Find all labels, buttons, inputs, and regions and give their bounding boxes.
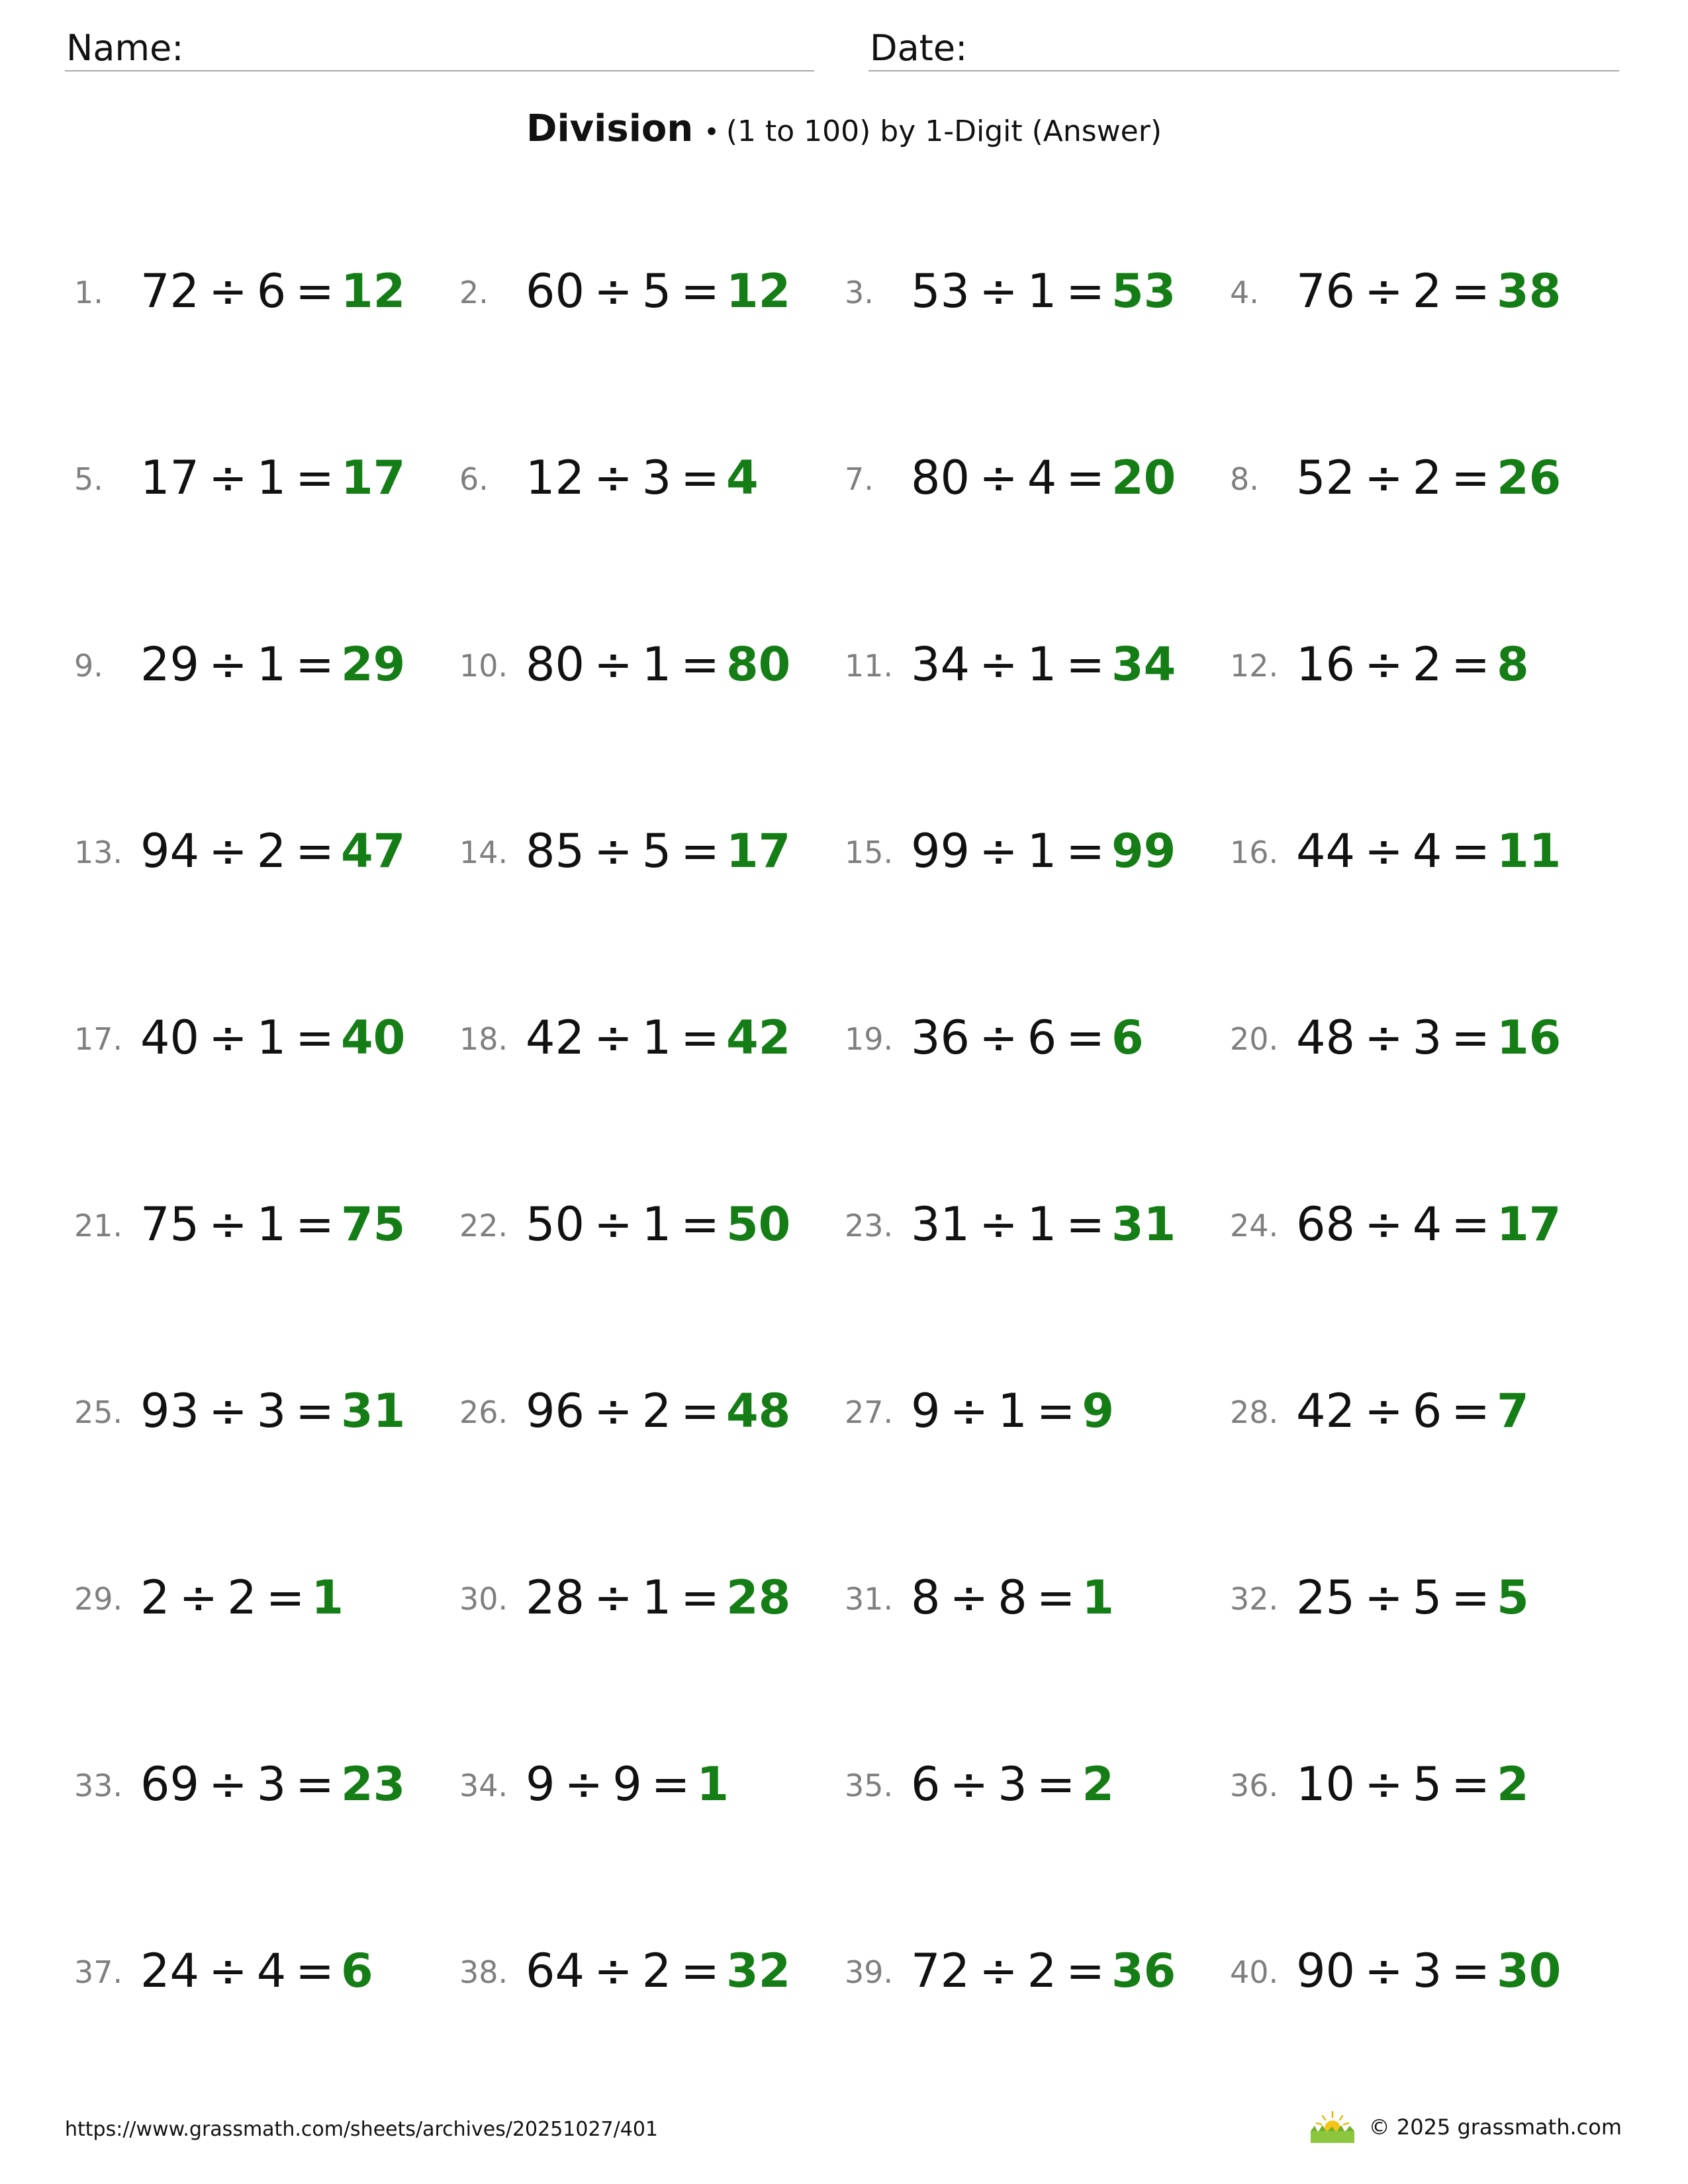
dividend: 36 xyxy=(911,1011,970,1065)
answer: 40 xyxy=(340,1011,406,1065)
dividend: 75 xyxy=(140,1197,200,1251)
problem-number: 16. xyxy=(1230,835,1279,870)
problem-equation xyxy=(526,1944,790,1998)
answer: 36 xyxy=(1111,1944,1176,1998)
equals-sign: = xyxy=(295,1197,334,1251)
problem-equation xyxy=(140,1011,405,1065)
equals-sign: = xyxy=(680,824,720,878)
answer: 1 xyxy=(311,1570,344,1625)
answer: 32 xyxy=(726,1944,791,1998)
dividend: 12 xyxy=(526,451,585,505)
dividend: 31 xyxy=(911,1197,970,1251)
problem-number: 25. xyxy=(74,1394,123,1430)
problem-number: 27. xyxy=(845,1394,894,1430)
problem-number: 36. xyxy=(1230,1768,1279,1803)
answer: 6 xyxy=(1111,1011,1144,1065)
problem-number: 34. xyxy=(459,1768,508,1803)
divide-sign: ÷ xyxy=(979,1197,1018,1251)
answer: 4 xyxy=(726,451,759,505)
dividend: 10 xyxy=(1296,1757,1356,1811)
equals-sign: = xyxy=(1451,1011,1490,1065)
problem-equation xyxy=(140,824,405,878)
divisor: 1 xyxy=(998,1384,1027,1438)
equals-sign: = xyxy=(295,824,334,878)
divide-sign: ÷ xyxy=(209,1197,248,1251)
dividend: 42 xyxy=(1296,1384,1356,1438)
dividend: 52 xyxy=(1296,451,1356,505)
divide-sign: ÷ xyxy=(979,1944,1018,1998)
answer: 20 xyxy=(1111,451,1176,505)
divide-sign: ÷ xyxy=(949,1384,989,1438)
problem-number: 12. xyxy=(1230,648,1279,684)
problem-number: 1. xyxy=(74,275,103,310)
divisor: 2 xyxy=(1412,637,1442,692)
problem-number: 37. xyxy=(74,1954,123,1990)
equals-sign: = xyxy=(680,1011,720,1065)
equals-sign: = xyxy=(295,1757,334,1811)
dividend: 44 xyxy=(1296,824,1356,878)
divide-sign: ÷ xyxy=(209,1384,248,1438)
equals-sign: = xyxy=(1066,451,1105,505)
answer: 11 xyxy=(1496,824,1562,878)
answer: 23 xyxy=(340,1757,406,1811)
answer: 2 xyxy=(1496,1757,1529,1811)
problem-equation xyxy=(526,1011,790,1065)
dividend: 85 xyxy=(526,824,585,878)
answer: 17 xyxy=(726,824,791,878)
answer: 38 xyxy=(1496,264,1562,318)
problem-number: 2. xyxy=(459,275,489,310)
problem-equation xyxy=(526,637,790,692)
divide-sign: ÷ xyxy=(209,264,248,318)
answer: 99 xyxy=(1111,824,1176,878)
equals-sign: = xyxy=(1451,451,1490,505)
copyright-text: © 2025 grassmath.com xyxy=(1368,2115,1622,2140)
divisor: 6 xyxy=(1027,1011,1057,1065)
divisor: 5 xyxy=(1412,1570,1442,1625)
divide-sign: ÷ xyxy=(1364,1384,1403,1438)
problem-number: 20. xyxy=(1230,1021,1279,1057)
problem-number: 33. xyxy=(74,1768,123,1803)
equals-sign: = xyxy=(1066,1197,1105,1251)
divisor: 2 xyxy=(641,1944,672,1998)
divisor: 2 xyxy=(641,1384,672,1438)
answer: 80 xyxy=(726,637,791,692)
equals-sign: = xyxy=(295,637,334,692)
problem-equation xyxy=(1296,264,1561,318)
dividend: 72 xyxy=(140,264,200,318)
answer: 6 xyxy=(340,1944,373,1998)
divide-sign: ÷ xyxy=(209,1011,248,1065)
divisor: 2 xyxy=(1412,264,1442,318)
divisor: 9 xyxy=(612,1757,642,1811)
problem-equation xyxy=(526,1757,729,1811)
divide-sign: ÷ xyxy=(594,264,633,318)
problem-number: 3. xyxy=(845,275,874,310)
dividend: 60 xyxy=(526,264,585,318)
problem-number: 26. xyxy=(459,1394,508,1430)
divide-sign: ÷ xyxy=(564,1757,604,1811)
dividend: 53 xyxy=(911,264,970,318)
equals-sign: = xyxy=(1036,1757,1076,1811)
divide-sign: ÷ xyxy=(179,1570,218,1625)
divisor: 4 xyxy=(1412,824,1442,878)
divide-sign: ÷ xyxy=(1364,1011,1403,1065)
problem-equation xyxy=(1296,1570,1529,1625)
dividend: 64 xyxy=(526,1944,585,1998)
divide-sign: ÷ xyxy=(594,1944,633,1998)
answer: 12 xyxy=(340,264,406,318)
dividend: 68 xyxy=(1296,1197,1356,1251)
sun-grass-logo-icon xyxy=(1308,2110,1357,2144)
divisor: 3 xyxy=(1412,1011,1442,1065)
dividend: 2 xyxy=(140,1570,170,1625)
divide-sign: ÷ xyxy=(1364,264,1403,318)
divide-sign: ÷ xyxy=(1364,1757,1403,1811)
problem-equation xyxy=(911,1757,1114,1811)
divide-sign: ÷ xyxy=(209,637,248,692)
divide-sign: ÷ xyxy=(209,1944,248,1998)
answer: 17 xyxy=(340,451,406,505)
problem-equation xyxy=(911,451,1176,505)
divide-sign: ÷ xyxy=(1364,824,1403,878)
problem-number: 30. xyxy=(459,1581,508,1617)
problem-equation xyxy=(1296,451,1561,505)
dividend: 8 xyxy=(911,1570,941,1625)
equals-sign: = xyxy=(680,1944,720,1998)
divisor: 1 xyxy=(256,637,287,692)
divisor: 2 xyxy=(1412,451,1442,505)
equals-sign: = xyxy=(1066,824,1105,878)
answer: 12 xyxy=(726,264,791,318)
divide-sign: ÷ xyxy=(594,824,633,878)
problem-number: 19. xyxy=(845,1021,894,1057)
problem-equation xyxy=(911,637,1176,692)
divide-sign: ÷ xyxy=(1364,1197,1403,1251)
problem-equation xyxy=(526,1197,790,1251)
name-label: Name: xyxy=(66,27,184,69)
title-subtitle: (1 to 100) by 1-Digit (Answer) xyxy=(726,114,1162,148)
answer: 16 xyxy=(1496,1011,1562,1065)
equals-sign: = xyxy=(295,264,334,318)
dividend: 80 xyxy=(911,451,970,505)
answer: 34 xyxy=(1111,637,1176,692)
divisor: 1 xyxy=(641,637,672,692)
problem-number: 4. xyxy=(1230,275,1259,310)
answer: 47 xyxy=(340,824,406,878)
dividend: 80 xyxy=(526,637,585,692)
worksheet-title xyxy=(0,106,1688,156)
divisor: 8 xyxy=(998,1570,1027,1625)
equals-sign: = xyxy=(295,451,334,505)
divisor: 1 xyxy=(1027,824,1057,878)
divide-sign: ÷ xyxy=(594,1011,633,1065)
problem-equation xyxy=(526,1384,790,1438)
equals-sign: = xyxy=(1451,1197,1490,1251)
divisor: 6 xyxy=(1412,1384,1442,1438)
divisor: 1 xyxy=(641,1011,672,1065)
divisor: 4 xyxy=(1027,451,1057,505)
problem-equation xyxy=(1296,1011,1561,1065)
problem-equation xyxy=(911,1570,1114,1625)
answer: 1 xyxy=(696,1757,729,1811)
problem-equation xyxy=(1296,824,1561,878)
equals-sign: = xyxy=(680,1570,720,1625)
problem-equation xyxy=(140,451,405,505)
divisor: 1 xyxy=(1027,264,1057,318)
problem-number: 28. xyxy=(1230,1394,1279,1430)
problem-equation xyxy=(526,1570,790,1625)
problem-equation xyxy=(1296,1757,1529,1811)
equals-sign: = xyxy=(1451,637,1490,692)
answer: 42 xyxy=(726,1011,791,1065)
dividend: 40 xyxy=(140,1011,200,1065)
answer: 29 xyxy=(340,637,406,692)
problem-equation xyxy=(140,1384,405,1438)
problem-number: 21. xyxy=(74,1208,123,1244)
dividend: 76 xyxy=(1296,264,1356,318)
problem-number: 13. xyxy=(74,835,123,870)
divisor: 2 xyxy=(227,1570,257,1625)
divide-sign: ÷ xyxy=(979,1011,1018,1065)
problem-equation xyxy=(1296,1384,1529,1438)
answer: 75 xyxy=(340,1197,406,1251)
problem-number: 6. xyxy=(459,461,489,497)
dividend: 94 xyxy=(140,824,200,878)
divisor: 1 xyxy=(641,1197,672,1251)
dividend: 90 xyxy=(1296,1944,1356,1998)
title-main: Division xyxy=(526,107,694,150)
divide-sign: ÷ xyxy=(979,264,1018,318)
equals-sign: = xyxy=(1066,1944,1105,1998)
divisor: 5 xyxy=(641,264,672,318)
problem-number: 9. xyxy=(74,648,103,684)
divisor: 2 xyxy=(1027,1944,1057,1998)
equals-sign: = xyxy=(1066,637,1105,692)
equals-sign: = xyxy=(1066,1011,1105,1065)
equals-sign: = xyxy=(1066,264,1105,318)
problem-number: 8. xyxy=(1230,461,1259,497)
problem-number: 5. xyxy=(74,461,103,497)
divide-sign: ÷ xyxy=(594,451,633,505)
dividend: 28 xyxy=(526,1570,585,1625)
equals-sign: = xyxy=(680,451,720,505)
divisor: 1 xyxy=(256,1197,287,1251)
dividend: 34 xyxy=(911,637,970,692)
equals-sign: = xyxy=(1451,1384,1490,1438)
problem-equation xyxy=(140,637,405,692)
problem-equation xyxy=(911,1944,1176,1998)
answer: 31 xyxy=(1111,1197,1176,1251)
divide-sign: ÷ xyxy=(949,1757,989,1811)
problem-equation xyxy=(911,264,1176,318)
divisor: 4 xyxy=(256,1944,287,1998)
date-field[interactable] xyxy=(868,26,1619,71)
problem-equation xyxy=(1296,637,1529,692)
problem-number: 15. xyxy=(845,835,894,870)
dividend: 29 xyxy=(140,637,200,692)
equals-sign: = xyxy=(1451,824,1490,878)
problem-number: 29. xyxy=(74,1581,123,1617)
equals-sign: = xyxy=(1036,1384,1076,1438)
problem-number: 35. xyxy=(845,1768,894,1803)
problem-number: 40. xyxy=(1230,1954,1279,1990)
problem-number: 39. xyxy=(845,1954,894,1990)
equals-sign: = xyxy=(1451,1944,1490,1998)
date-label: Date: xyxy=(870,27,968,69)
divisor: 3 xyxy=(1412,1944,1442,1998)
dividend: 17 xyxy=(140,451,200,505)
answer: 53 xyxy=(1111,264,1176,318)
divide-sign: ÷ xyxy=(1364,1944,1403,1998)
dividend: 69 xyxy=(140,1757,200,1811)
divisor: 6 xyxy=(256,264,287,318)
dividend: 72 xyxy=(911,1944,970,1998)
divisor: 1 xyxy=(256,451,287,505)
divide-sign: ÷ xyxy=(594,1197,633,1251)
answer: 28 xyxy=(726,1570,791,1625)
problem-equation xyxy=(911,1011,1144,1065)
problem-equation xyxy=(526,451,759,505)
problem-number: 18. xyxy=(459,1021,508,1057)
equals-sign: = xyxy=(680,1197,720,1251)
answer: 30 xyxy=(1496,1944,1562,1998)
problem-number: 23. xyxy=(845,1208,894,1244)
divide-sign: ÷ xyxy=(949,1570,989,1625)
divisor: 3 xyxy=(641,451,672,505)
problem-equation xyxy=(911,1197,1176,1251)
equals-sign: = xyxy=(680,637,720,692)
dividend: 99 xyxy=(911,824,970,878)
divide-sign: ÷ xyxy=(1364,637,1403,692)
divide-sign: ÷ xyxy=(594,1570,633,1625)
equals-sign: = xyxy=(295,1011,334,1065)
answer: 1 xyxy=(1082,1570,1115,1625)
problem-number: 17. xyxy=(74,1021,123,1057)
footer-url: https://www.grassmath.com/sheets/archives/20251027/401 xyxy=(65,2118,659,2141)
divide-sign: ÷ xyxy=(979,637,1018,692)
equals-sign: = xyxy=(680,264,720,318)
divisor: 1 xyxy=(1027,637,1057,692)
equals-sign: = xyxy=(265,1570,305,1625)
answer: 48 xyxy=(726,1384,791,1438)
answer: 7 xyxy=(1496,1384,1529,1438)
answer: 31 xyxy=(340,1384,406,1438)
name-field[interactable] xyxy=(65,26,814,71)
answer: 17 xyxy=(1496,1197,1562,1251)
problem-equation xyxy=(140,1570,344,1625)
title-separator: • xyxy=(704,117,720,148)
divisor: 1 xyxy=(1027,1197,1057,1251)
divisor: 3 xyxy=(256,1384,287,1438)
problem-number: 22. xyxy=(459,1208,508,1244)
answer: 2 xyxy=(1082,1757,1115,1811)
divide-sign: ÷ xyxy=(1364,451,1403,505)
dividend: 24 xyxy=(140,1944,200,1998)
problem-equation xyxy=(140,1757,405,1811)
equals-sign: = xyxy=(295,1384,334,1438)
divisor: 1 xyxy=(641,1570,672,1625)
divisor: 3 xyxy=(256,1757,287,1811)
divisor: 5 xyxy=(641,824,672,878)
dividend: 42 xyxy=(526,1011,585,1065)
divisor: 5 xyxy=(1412,1757,1442,1811)
divide-sign: ÷ xyxy=(979,824,1018,878)
dividend: 6 xyxy=(911,1757,941,1811)
divide-sign: ÷ xyxy=(209,451,248,505)
answer: 9 xyxy=(1082,1384,1115,1438)
problem-number: 31. xyxy=(845,1581,894,1617)
divide-sign: ÷ xyxy=(209,824,248,878)
problem-equation xyxy=(911,1384,1114,1438)
answer: 26 xyxy=(1496,451,1562,505)
divide-sign: ÷ xyxy=(209,1757,248,1811)
problem-equation xyxy=(140,1944,373,1998)
dividend: 9 xyxy=(526,1757,555,1811)
divide-sign: ÷ xyxy=(1364,1570,1403,1625)
problem-equation xyxy=(1296,1944,1561,1998)
footer-brand xyxy=(1308,2109,1622,2146)
problem-number: 32. xyxy=(1230,1581,1279,1617)
problem-equation xyxy=(911,824,1176,878)
divide-sign: ÷ xyxy=(594,637,633,692)
equals-sign: = xyxy=(1451,1757,1490,1811)
equals-sign: = xyxy=(1451,1570,1490,1625)
problem-equation xyxy=(140,1197,405,1251)
equals-sign: = xyxy=(1451,264,1490,318)
dividend: 96 xyxy=(526,1384,585,1438)
equals-sign: = xyxy=(295,1944,334,1998)
equals-sign: = xyxy=(1036,1570,1076,1625)
answer: 5 xyxy=(1496,1570,1529,1625)
divide-sign: ÷ xyxy=(594,1384,633,1438)
divisor: 1 xyxy=(256,1011,287,1065)
problem-equation xyxy=(1296,1197,1561,1251)
divisor: 2 xyxy=(256,824,287,878)
divide-sign: ÷ xyxy=(979,451,1018,505)
problem-number: 38. xyxy=(459,1954,508,1990)
dividend: 48 xyxy=(1296,1011,1356,1065)
divisor: 3 xyxy=(998,1757,1027,1811)
problem-number: 11. xyxy=(845,648,894,684)
problem-equation xyxy=(526,824,790,878)
problem-equation xyxy=(526,264,790,318)
problem-number: 7. xyxy=(845,461,874,497)
answer: 8 xyxy=(1496,637,1529,692)
problem-equation xyxy=(140,264,405,318)
divisor: 4 xyxy=(1412,1197,1442,1251)
dividend: 16 xyxy=(1296,637,1356,692)
problem-number: 10. xyxy=(459,648,508,684)
dividend: 9 xyxy=(911,1384,941,1438)
problem-number: 24. xyxy=(1230,1208,1279,1244)
answer: 50 xyxy=(726,1197,791,1251)
problem-number: 14. xyxy=(459,835,508,870)
equals-sign: = xyxy=(651,1757,690,1811)
equals-sign: = xyxy=(680,1384,720,1438)
dividend: 25 xyxy=(1296,1570,1356,1625)
dividend: 50 xyxy=(526,1197,585,1251)
dividend: 93 xyxy=(140,1384,200,1438)
